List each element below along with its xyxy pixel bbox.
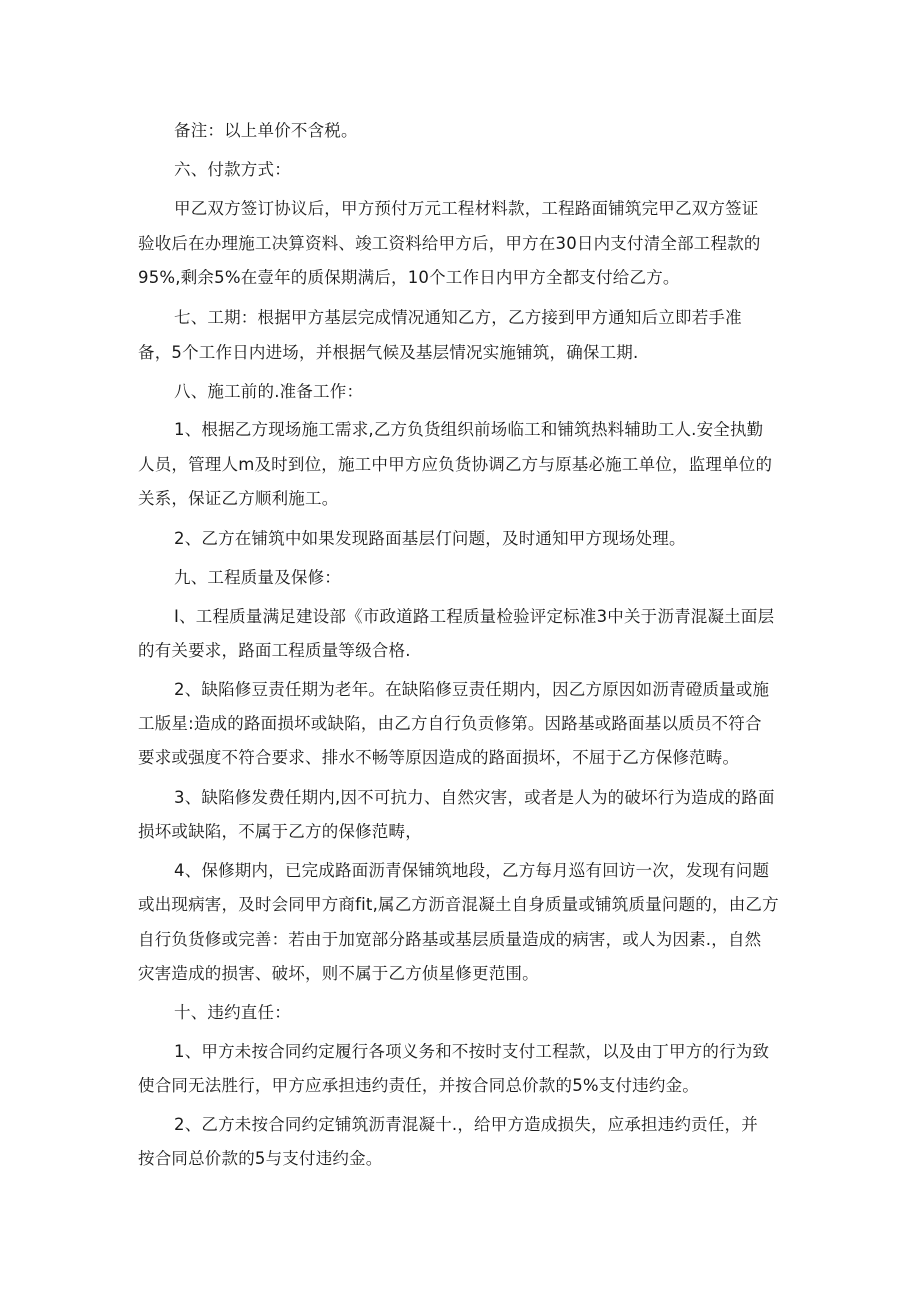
paragraph-line: 关系，保证乙方顺利施工。 [138,489,339,508]
paragraph-line: 2、乙方在铺筑中如果发现路面基层仃问题，及时通知甲方现场处理。 [174,529,686,548]
paragraph-line: 损坏或缺陷，不属于乙方的保修范畴， [138,822,422,841]
section-heading-liability: 十、违约直任： [174,1003,291,1022]
paragraph-line: 1、根据乙方现场施工需求,乙方负货组织前场临工和铺筑热料辅助工人.安全执勤 [174,420,764,439]
paragraph-line: I、工程质量满足建设部《市政道路工程质量检验评定标准3中关于沥青混凝土面层 [174,607,775,626]
paragraph-line: 备，5个工作日内进场，并根据气候及基层情况实施铺筑，确保工期. [138,343,639,362]
paragraph-line: 人员，管理人m及时到位，施工中甲方应负货协调乙方与原基必施工单位，监理单位的 [138,455,773,474]
paragraph-line: 4、保修期内，已完成路面沥青保铺筑地段，乙方每月巡有回访一次，发现有问题 [174,861,770,880]
paragraph-line: 3、缺陷修发费任期内,因不可抗力、自然灾害，或者是人为的破坏行为造成的路面 [174,788,775,807]
paragraph-line: 或出现病害，及时会同甲方商fit,属乙方沥音混凝土自身质量或铺筑质量问题的，由乙方 [138,895,779,914]
paragraph-line: 自行负货修或完善：若由于加宽部分路基或基层质量造成的病害，或人为因素.，自然 [138,930,762,949]
paragraph-line: 验收后在办理施工决算资料、竣工资料给甲方后，甲方在30日内支付清全部工程款的 [138,234,761,253]
paragraph-line: 使合同无法胜行，甲方应承担违约责任，并按合同总价款的5%支付违约金。 [138,1076,699,1095]
paragraph-line: 甲乙双方签订协议后，甲方预付万元工程材料款，工程路面铺筑完甲乙双方签证 [174,199,759,218]
paragraph-line: 按合同总价款的5与支付违约金。 [138,1149,383,1168]
paragraph-line: 灾害造成的损害、破坏，则不属于乙方侦星修更范围。 [138,964,539,983]
paragraph-line: 2、乙方未按合同约定铺筑沥青混凝十.，给甲方造成损失，应承担违约贡任，并 [174,1115,758,1134]
paragraph-line: 的有关要求，路面工程质量等级合格. [138,641,411,660]
paragraph-line: 工版星:造成的路面损坏或缺陷，由乙方自行负贡修第。因路基或路面基以质员不符合 [138,714,762,733]
section-heading-schedule: 七、工期：根据甲方基层完成情况通知乙方，乙方接到甲方通知后立即若手准 [174,308,742,327]
paragraph-line: 1、甲方未按合同约定履行各项义务和不按时支付工程款，以及由丁甲方的行为致 [174,1042,770,1061]
paragraph-line: 2、缺陷修豆责任期为老年。在缺陷修豆责任期内，因乙方原因如沥青磴质量或施 [174,680,770,699]
note-line: 备注：以上单价不含税。 [174,121,358,140]
paragraph-line: 95%,剩余5%在壹年的质保期满后，10个工作日内甲方全都支付给乙方。 [138,268,680,287]
section-heading-quality: 九、工程质量及保修： [174,568,341,587]
section-heading-preparation: 八、施工前的.准备工作： [174,382,364,401]
section-heading-payment: 六、付款方式： [174,160,291,179]
paragraph-line: 要求或强度不符合要求、排水不畅等原因造成的路面损坏，不屈于乙方保修范畴。 [138,748,740,767]
